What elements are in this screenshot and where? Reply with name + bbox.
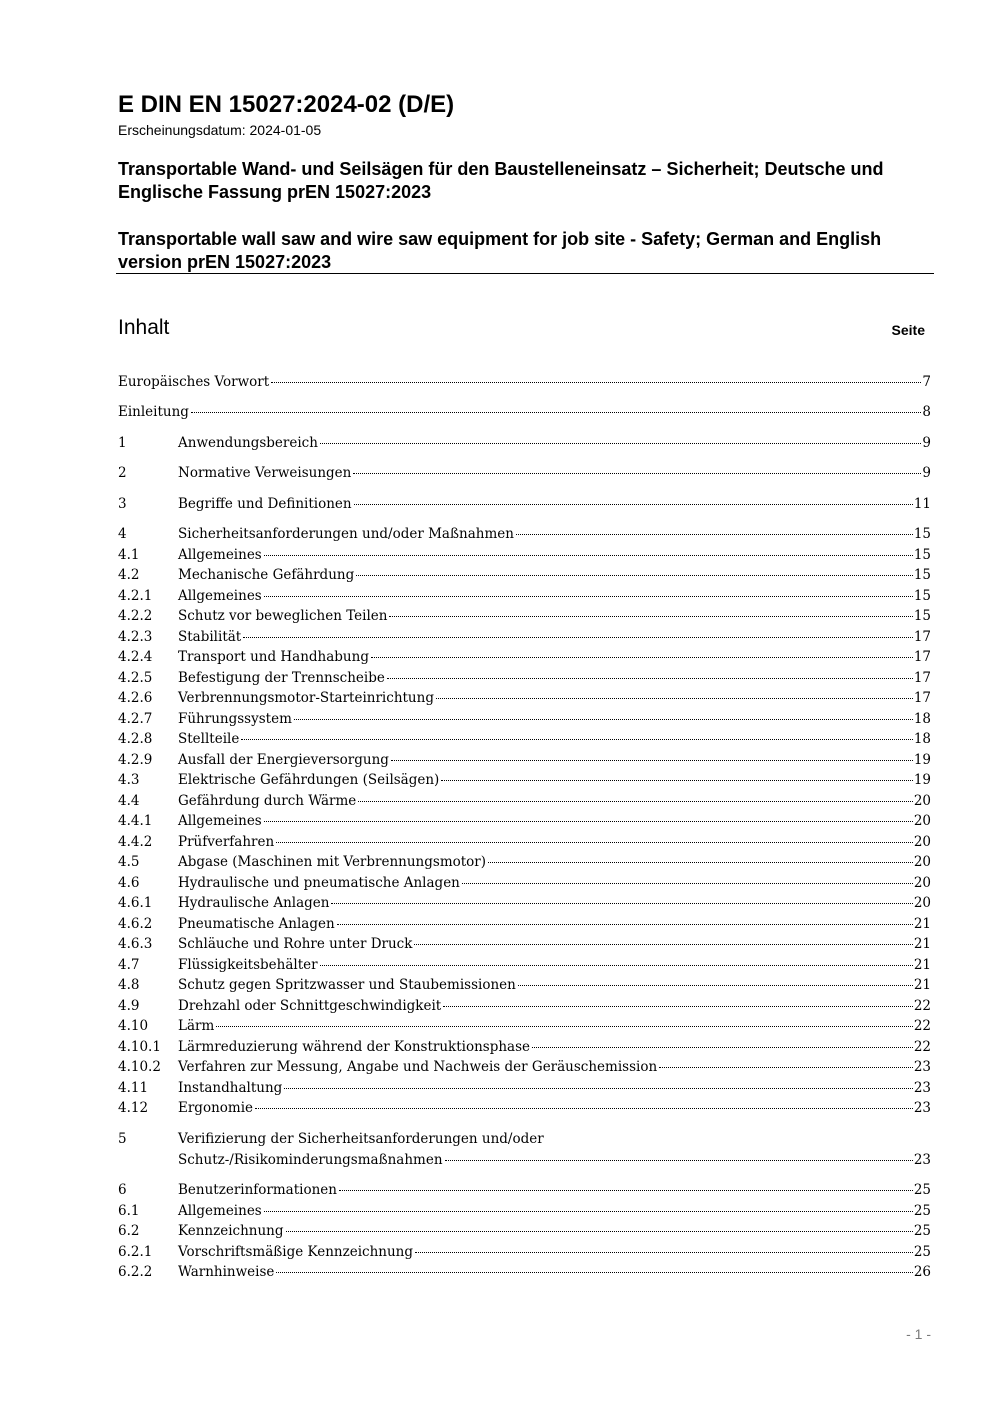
toc-entry[interactable] bbox=[118, 893, 931, 913]
toc-entry[interactable] bbox=[118, 1221, 931, 1241]
dot-leader bbox=[294, 719, 913, 720]
toc-entry-page: 20 bbox=[913, 813, 931, 829]
toc-entry-page: 11 bbox=[913, 496, 931, 512]
toc-entry-title: Allgemeines bbox=[178, 813, 262, 829]
toc-entry-number: 4.2.8 bbox=[118, 731, 153, 747]
toc-entry-page: 25 bbox=[913, 1203, 931, 1219]
toc-entry-page: 21 bbox=[913, 936, 931, 952]
dot-leader bbox=[387, 678, 913, 679]
toc-entry-page: 17 bbox=[913, 629, 931, 645]
toc-entry[interactable] bbox=[118, 565, 931, 585]
toc-entry-number: 2 bbox=[118, 465, 127, 481]
toc-entry-title: Pneumatische Anlagen bbox=[178, 916, 335, 932]
toc-entry-page: 9 bbox=[922, 435, 931, 451]
dot-leader bbox=[488, 862, 913, 863]
toc-entry-page: 18 bbox=[913, 731, 931, 747]
dot-leader bbox=[518, 985, 913, 986]
toc-entry[interactable] bbox=[118, 668, 931, 688]
toc-entry[interactable] bbox=[118, 524, 931, 544]
toc-entry-title: Benutzerinformationen bbox=[178, 1182, 337, 1198]
dot-leader bbox=[320, 443, 921, 444]
toc-entry-page: 23 bbox=[913, 1080, 931, 1096]
toc-entry-page: 15 bbox=[913, 526, 931, 542]
toc-entry-page: 23 bbox=[913, 1059, 931, 1075]
dot-leader bbox=[331, 903, 912, 904]
toc-entry-number: 4.7 bbox=[118, 957, 140, 973]
toc-entry[interactable] bbox=[118, 1098, 931, 1118]
toc-entry-title: Lärm bbox=[178, 1018, 215, 1034]
toc-entry-number: 6 bbox=[118, 1182, 127, 1198]
toc-entry[interactable] bbox=[118, 975, 931, 995]
dot-leader bbox=[441, 780, 912, 781]
toc-entry-number: 1 bbox=[118, 435, 127, 451]
dot-leader bbox=[462, 883, 913, 884]
toc-entry-number: 4.4.1 bbox=[118, 813, 153, 829]
toc-entry-page: 22 bbox=[913, 1039, 931, 1055]
dot-leader bbox=[271, 382, 921, 383]
toc-entry-number: 4.4 bbox=[118, 793, 140, 809]
toc-entry-page: 17 bbox=[913, 690, 931, 706]
toc-entry-page: 19 bbox=[913, 772, 931, 788]
toc-entry[interactable] bbox=[118, 586, 931, 606]
toc-entry-title: Schutz-/Risikominderungsmaßnahmen bbox=[178, 1152, 443, 1168]
dot-leader bbox=[353, 473, 921, 474]
toc-entry-number: 4 bbox=[118, 526, 127, 542]
toc-entry-number: 4.6.1 bbox=[118, 895, 153, 911]
toc-entry[interactable] bbox=[118, 750, 931, 770]
toc-entry-page: 25 bbox=[913, 1244, 931, 1260]
page-column-label: Seite bbox=[891, 322, 925, 338]
toc-entry-page: 15 bbox=[913, 547, 931, 563]
toc-entry-number: 4.2 bbox=[118, 567, 140, 583]
dot-leader bbox=[264, 821, 913, 822]
toc-entry-number: 6.2.1 bbox=[118, 1244, 153, 1260]
toc-entry-title: Führungssystem bbox=[178, 711, 292, 727]
toc-entry-title: Europäisches Vorwort bbox=[118, 374, 270, 390]
toc-entry[interactable] bbox=[118, 1078, 931, 1098]
toc-entry[interactable] bbox=[118, 709, 931, 729]
toc-entry-title: Drehzahl oder Schnittgeschwindigkeit bbox=[178, 998, 442, 1014]
toc-entry-title: Stabilität bbox=[178, 629, 242, 645]
toc-entry[interactable] bbox=[118, 873, 931, 893]
toc-entry-number: 3 bbox=[118, 496, 127, 512]
toc-entry-title: Vorschriftsmäßige Kennzeichnung bbox=[178, 1244, 414, 1260]
toc-entry-title: Lärmreduzierung während der Konstruktionsphase bbox=[178, 1039, 531, 1055]
toc-entry-title: Hydraulische und pneumatische Anlagen bbox=[178, 875, 460, 891]
toc-entry-page: 20 bbox=[913, 895, 931, 911]
toc-entry-title: Abgase (Maschinen mit Verbrennungsmotor) bbox=[178, 854, 487, 870]
dot-leader bbox=[243, 637, 913, 638]
toc-entry-title: Allgemeines bbox=[178, 588, 262, 604]
toc-entry-title: Sicherheitsanforderungen und/oder Maßnahmen bbox=[178, 526, 514, 542]
dot-leader bbox=[264, 555, 913, 556]
title-english: Transportable wall saw and wire saw equipment for job site - Safety; German and English version prEN 15027:2023 bbox=[118, 229, 882, 272]
toc-entry[interactable] bbox=[118, 996, 931, 1016]
toc-entry-title: Ausfall der Energieversorgung bbox=[178, 752, 389, 768]
toc-entry-number: 4.2.9 bbox=[118, 752, 153, 768]
toc-entry-title: Befestigung der Trennscheibe bbox=[178, 670, 385, 686]
toc-entry-page: 15 bbox=[913, 588, 931, 604]
toc-entry-number: 4.2.5 bbox=[118, 670, 153, 686]
toc-entry-page: 23 bbox=[913, 1100, 931, 1116]
toc-entry-number: 6.2.2 bbox=[118, 1264, 153, 1280]
toc-entry-page: 20 bbox=[913, 793, 931, 809]
toc-entry-title: Instandhaltung bbox=[178, 1080, 283, 1096]
toc-entry[interactable] bbox=[118, 545, 931, 565]
toc-entry-number: 4.12 bbox=[118, 1100, 149, 1116]
dot-leader bbox=[436, 698, 913, 699]
toc-entry-title: Allgemeines bbox=[178, 1203, 262, 1219]
dot-leader bbox=[255, 1108, 913, 1109]
toc-entry-number: 6.2 bbox=[118, 1223, 140, 1239]
toc-entry-title: Anwendungsbereich bbox=[178, 435, 318, 451]
dot-leader bbox=[414, 944, 912, 945]
toc-entry[interactable] bbox=[118, 647, 931, 667]
toc-entry[interactable] bbox=[118, 688, 931, 708]
toc-entry-title-line1: Verifizierung der Sicherheitsanforderungen und/oder bbox=[178, 1131, 544, 1147]
dot-leader bbox=[264, 1211, 913, 1212]
toc-entry-page: 20 bbox=[913, 854, 931, 870]
toc-heading: Inhalt bbox=[118, 316, 170, 339]
toc-entry[interactable] bbox=[118, 606, 931, 626]
dot-leader bbox=[532, 1047, 913, 1048]
toc-entry[interactable] bbox=[118, 494, 931, 514]
toc-entry-number: 4.4.2 bbox=[118, 834, 153, 850]
toc-entry-page: 22 bbox=[913, 998, 931, 1014]
toc-entry-page: 21 bbox=[913, 977, 931, 993]
toc-entry[interactable] bbox=[118, 955, 931, 975]
toc-entry-title: Hydraulische Anlagen bbox=[178, 895, 330, 911]
toc-entry[interactable] bbox=[118, 1180, 931, 1200]
dot-leader bbox=[415, 1252, 913, 1253]
toc-entry[interactable] bbox=[118, 811, 931, 831]
toc-entry-number: 4.2.7 bbox=[118, 711, 153, 727]
toc-entry-number: 4.10 bbox=[118, 1018, 149, 1034]
toc-entry[interactable] bbox=[118, 402, 931, 422]
toc-entry[interactable] bbox=[118, 372, 931, 392]
header-divider bbox=[116, 273, 934, 274]
toc-entry-page: 23 bbox=[913, 1152, 931, 1168]
dot-leader bbox=[284, 1088, 913, 1089]
toc-entry-title: Schutz vor beweglichen Teilen bbox=[178, 608, 388, 624]
dot-leader bbox=[276, 1272, 912, 1273]
toc-entry-number: 4.2.6 bbox=[118, 690, 153, 706]
toc-entry-number: 4.8 bbox=[118, 977, 140, 993]
toc-entry-title: Schutz gegen Spritzwasser und Staubemissionen bbox=[178, 977, 516, 993]
toc-entry[interactable] bbox=[118, 1201, 931, 1221]
dot-leader bbox=[264, 596, 913, 597]
dot-leader bbox=[276, 842, 913, 843]
toc-entry-number: 6.1 bbox=[118, 1203, 140, 1219]
toc-entry-number: 4.3 bbox=[118, 772, 140, 788]
toc-entry-number: 4.9 bbox=[118, 998, 140, 1014]
toc-entry-title: Stellteile bbox=[178, 731, 240, 747]
toc-entry-title: Flüssigkeitsbehälter bbox=[178, 957, 318, 973]
toc-entry[interactable] bbox=[118, 832, 931, 852]
dot-leader bbox=[391, 760, 913, 761]
toc-entry-title: Ergonomie bbox=[178, 1100, 254, 1116]
toc-entry-number: 4.10.2 bbox=[118, 1059, 161, 1075]
dot-leader bbox=[191, 412, 921, 413]
toc-entry-number: 4.1 bbox=[118, 547, 140, 563]
toc-entry-number: 4.10.1 bbox=[118, 1039, 161, 1055]
toc-entry-page: 17 bbox=[913, 649, 931, 665]
document-id: E DIN EN 15027:2024-02 (D/E) bbox=[118, 91, 455, 118]
toc-entry[interactable] bbox=[118, 1016, 931, 1036]
toc-entry[interactable] bbox=[118, 914, 931, 934]
toc-entry-title: Prüfverfahren bbox=[178, 834, 275, 850]
toc-entry[interactable] bbox=[118, 791, 931, 811]
toc-entry-number: 4.2.1 bbox=[118, 588, 153, 604]
dot-leader bbox=[516, 534, 913, 535]
toc-entry[interactable] bbox=[118, 627, 931, 647]
toc-entry-number: 4.2.4 bbox=[118, 649, 153, 665]
dot-leader bbox=[389, 616, 912, 617]
dot-leader bbox=[354, 504, 913, 505]
toc-entry-number: 4.2.3 bbox=[118, 629, 153, 645]
toc-entry-number: 4.6.2 bbox=[118, 916, 153, 932]
toc-entry-page: 20 bbox=[913, 834, 931, 850]
toc-entry-page: 17 bbox=[913, 670, 931, 686]
toc-entry-page: 22 bbox=[913, 1018, 931, 1034]
toc-entry-number: 4.2.2 bbox=[118, 608, 153, 624]
toc-entry-title: Transport und Handhabung bbox=[178, 649, 369, 665]
page-number: - 1 - bbox=[906, 1326, 931, 1342]
dot-leader bbox=[445, 1160, 913, 1161]
toc-entry[interactable] bbox=[118, 1242, 931, 1262]
toc-entry-page: 20 bbox=[913, 875, 931, 891]
toc-entry-page: 18 bbox=[913, 711, 931, 727]
toc-entry[interactable] bbox=[118, 1131, 931, 1170]
toc-entry-title: Einleitung bbox=[118, 404, 189, 420]
toc-entry-title: Normative Verweisungen bbox=[178, 465, 352, 481]
toc-entry[interactable] bbox=[118, 770, 931, 790]
toc-entry-title: Elektrische Gefährdungen (Seilsägen) bbox=[178, 772, 440, 788]
toc-entry-number: 4.5 bbox=[118, 854, 140, 870]
toc-entry-title: Begriffe und Definitionen bbox=[178, 496, 352, 512]
toc-entry[interactable] bbox=[118, 852, 931, 872]
toc-entry[interactable] bbox=[118, 433, 931, 453]
toc-entry-page: 15 bbox=[913, 567, 931, 583]
toc-entry-page: 21 bbox=[913, 957, 931, 973]
dot-leader bbox=[216, 1026, 913, 1027]
toc-entry-page: 15 bbox=[913, 608, 931, 624]
dot-leader bbox=[443, 1006, 913, 1007]
dot-leader bbox=[286, 1231, 913, 1232]
toc-entry-number: 4.11 bbox=[118, 1080, 149, 1096]
toc-entry[interactable] bbox=[118, 1037, 931, 1057]
toc-entry[interactable] bbox=[118, 463, 931, 483]
toc-entry[interactable] bbox=[118, 729, 931, 749]
toc-entry-page: 8 bbox=[922, 404, 931, 420]
toc-entry-page: 19 bbox=[913, 752, 931, 768]
toc-entry-title: Mechanische Gefährdung bbox=[178, 567, 355, 583]
toc-entry-title: Verfahren zur Messung, Angabe und Nachweis der Geräuschemission bbox=[178, 1059, 658, 1075]
toc-entry-title: Verbrennungsmotor-Starteinrichtung bbox=[178, 690, 434, 706]
toc-entry-page: 25 bbox=[913, 1182, 931, 1198]
toc-entry-title: Warnhinweise bbox=[178, 1264, 275, 1280]
dot-leader bbox=[371, 657, 913, 658]
toc-entry-page: 26 bbox=[913, 1264, 931, 1280]
dot-leader bbox=[339, 1190, 913, 1191]
toc-entry-page: 7 bbox=[922, 374, 931, 390]
toc-entry-page: 9 bbox=[922, 465, 931, 481]
toc-entry-number: 4.6 bbox=[118, 875, 140, 891]
toc-entry[interactable] bbox=[118, 1262, 931, 1282]
title-german: Transportable Wand- und Seilsägen für den Baustelleneinsatz – Sicherheit; Deutsche und Englische Fassung prEN 15027:2023 bbox=[118, 159, 884, 202]
toc-entry-page: 21 bbox=[913, 916, 931, 932]
dot-leader bbox=[241, 739, 912, 740]
dot-leader bbox=[320, 965, 913, 966]
toc-entry-title: Allgemeines bbox=[178, 547, 262, 563]
toc-entry-page: 25 bbox=[913, 1223, 931, 1239]
publication-date: Erscheinungsdatum: 2024-01-05 bbox=[118, 122, 322, 138]
toc-entry-number: 4.6.3 bbox=[118, 936, 153, 952]
toc-entry[interactable] bbox=[118, 1057, 931, 1077]
dot-leader bbox=[659, 1067, 913, 1068]
toc-entry-number: 5 bbox=[118, 1131, 127, 1147]
toc-entry-title: Gefährdung durch Wärme bbox=[178, 793, 357, 809]
toc-entry-title: Schläuche und Rohre unter Druck bbox=[178, 936, 413, 952]
dot-leader bbox=[356, 575, 913, 576]
toc-entry-title: Kennzeichnung bbox=[178, 1223, 284, 1239]
toc-entry[interactable] bbox=[118, 934, 931, 954]
dot-leader bbox=[358, 801, 913, 802]
dot-leader bbox=[337, 924, 913, 925]
